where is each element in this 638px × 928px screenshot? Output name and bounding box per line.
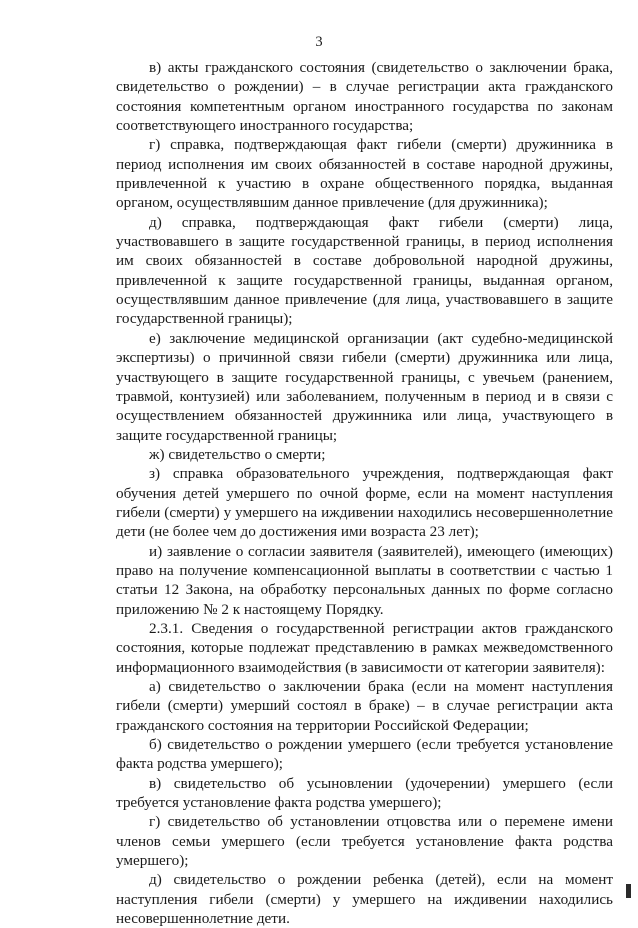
paragraph-item-v-civil-status-acts: в) акты гражданского состояния (свидетельство о заключении брака, свидетельство о рождении) – в случае регистрации акта гражданского состояния компетентным органом иностранного государства по законам соответствующего иностранного государства;: [116, 59, 613, 135]
paragraph-item-i-consent-statement: и) заявление о согласии заявителя (заявителей), имеющего (имеющих) право на получение компенсационной выплаты в соответствии с частью 1 статьи 12 Закона, на обработку персональных данных по форме согласно приложению № 2 к настоящему Порядку.: [116, 542, 613, 618]
document-body: [116, 58, 613, 928]
paragraph-item-a-marriage-certificate: а) свидетельство о заключении брака (если на момент наступления гибели (смерти) умерший состоял в браке) – в случае регистрации акта гражданского состояния на территории Российской Федерации;: [116, 678, 613, 734]
paragraph-item-g-paternity-certificate: г) свидетельство об установлении отцовства или о перемене имени членов семьи умершего (если требуется установление факта родства умершего);: [116, 813, 613, 870]
paragraph-item-z-school-certificate: з) справка образовательного учреждения, подтверждающая факт обучения детей умершего по очной форме, если на момент наступления гибели (смерти) у умершего на иждивении находились несовершеннолетние дети (не более чем до достижения ими возраста 23 лет);: [116, 465, 613, 541]
paragraph-item-g-volunteer-death-certificate: г) справка, подтверждающая факт гибели (смерти) дружинника в период исполнения им своих обязанностей в составе народной дружины, привлеченной к участию в охране общественного порядка, выданная органом, осуществлявшим данное привлечение (для дружинника);: [116, 136, 613, 212]
paragraph-item-d-child-birth-certificate: д) свидетельство о рождении ребенка (детей), если на момент наступления гибели (смерти) у умершего на иждивении находились несовершеннолетние дети.: [116, 871, 613, 928]
page-number: 3: [315, 34, 323, 50]
paragraph-item-d-border-defender-death-certificate: д) справка, подтверждающая факт гибели (смерти) лица, участвовавшего в защите государственной границы, в период исполнения им своих обязанностей в составе добровольной народной дружины, привлеченной к защите государственной границы, выданная органом, осуществлявшим данное привлечение (для лица, участвовавшего в защите государственной границы);: [116, 213, 613, 328]
scan-edge-mark: [626, 884, 631, 898]
paragraph-item-e-medical-conclusion: е) заключение медицинской организации (акт судебно-медицинской экспертизы) о причинной связи гибели (смерти) дружинника или лица, участвующего в защите государственной границы, с увечьем (ранением, травмой, контузией) или заболеванием, полученным в период и в связи с осуществлением обязанностей дружинника или лица, участвующего в защите государственной границы;: [116, 329, 613, 444]
paragraph-item-b-birth-certificate: б) свидетельство о рождении умершего (если требуется установление факта родства умершего);: [116, 736, 613, 773]
paragraph-item-v-adoption-certificate: в) свидетельство об усыновлении (удочерении) умершего (если требуется установление факта родства умершего);: [116, 774, 613, 812]
paragraph-item-zh-death-certificate: ж) свидетельство о смерти;: [149, 445, 326, 463]
paragraph-section-2-3-1: 2.3.1. Сведения о государственной регистрации актов гражданского состояния, которые подлежат представлению в рамках межведомственного информационного взаимодействия (в зависимости от категории заявителя):: [116, 619, 613, 676]
